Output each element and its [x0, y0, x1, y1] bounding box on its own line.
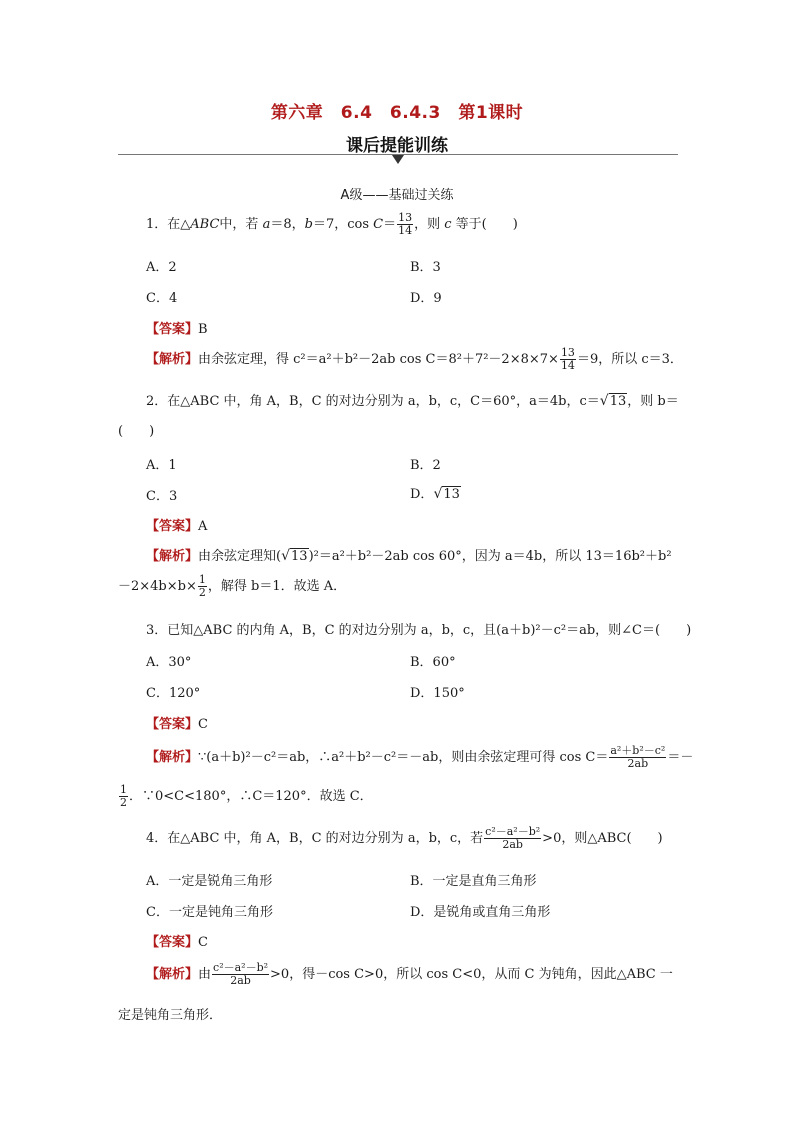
q1-option-c: C．4	[146, 291, 178, 306]
q1-stem: 1．在△ABC中，若 a＝8，b＝7，cos C＝ $\frac{13}{14}$ ，则 c 等于( )	[146, 211, 518, 237]
header-triangle-marker	[392, 155, 404, 164]
q3-stem: 3．已知△ABC 的内角 A，B，C 的对边分别为 a，b，c，且(a＋b)²－c²＝ab，则∠C＝( )	[146, 623, 692, 638]
q3-option-c: C．120°	[146, 686, 201, 701]
q2-option-d: D．√13	[410, 486, 460, 502]
q4-option-a: A．一定是锐角三角形	[146, 874, 273, 889]
q4-stem: 4．在△ABC 中，角 A，B，C 的对边分别为 a，b，c，若 $\frac{\text{c²－a²－b²}}{2ab}$ >0，则△ABC( )	[146, 825, 663, 851]
q2-answer: 【答案】A	[146, 519, 208, 534]
q1-analysis: 【解析】由余弦定理，得 c²＝a²＋b²－2ab cos C＝8²＋7²－2×8×7× $\frac{13}{14}$ ＝9，所以 c＝3．	[146, 346, 683, 372]
q2-analysis-cont: －2×4b×b× $\frac{1}{2}$ ，解得 b＝1．故选 A．	[118, 573, 347, 599]
page-subtitle: 课后提能训练	[346, 136, 448, 156]
q4-option-b: B．一定是直角三角形	[410, 874, 537, 889]
q4-answer: 【答案】C	[146, 935, 208, 950]
q3-analysis: 【解析】∵(a＋b)²－c²＝ab，∴a²＋b²－c²＝－ab，则由余弦定理可得 cos C＝ $\frac{\text{a²＋b²－c²}}{2ab}$ ＝－	[146, 744, 694, 770]
q2-stem: 2．在△ABC 中，角 A，B，C 的对边分别为 a，b，c，C＝60°，a＝4b，c＝√13，则 b＝	[146, 393, 679, 409]
q4-analysis-cont: 定是钝角三角形．	[118, 1008, 223, 1023]
q4-option-d: D．是锐角或直角三角形	[410, 905, 551, 920]
q1-fraction: $\frac{13}{14}$	[398, 211, 413, 237]
page-title: 第六章 6.4 6.4.3 第1课时	[270, 103, 524, 123]
q1-option-d: D．9	[410, 291, 442, 306]
q3-option-d: D．150°	[410, 686, 465, 701]
q2-option-c: C．3	[146, 489, 178, 504]
q1-option-b: B．3	[410, 260, 441, 275]
q3-answer: 【答案】C	[146, 717, 208, 732]
q2-option-b: B．2	[410, 458, 441, 473]
q3-option-b: B．60°	[410, 655, 456, 670]
q3-option-a: A．30°	[146, 655, 192, 670]
q2-analysis: 【解析】由余弦定理知(√13)²＝a²＋b²－2ab cos 60°，因为 a＝4b，所以 13＝16b²＋b²	[146, 548, 672, 564]
q3-analysis-cont: $\frac{1}{2}$ ．∵0<C<180°，∴C＝120°．故选 C．	[120, 783, 373, 809]
q2-option-a: A．1	[146, 458, 177, 473]
q1-answer: 【答案】B	[146, 322, 208, 337]
q2-stem-cont: ( )	[118, 424, 155, 439]
q4-analysis: 【解析】由 $\frac{\text{c²－a²－b²}}{2ab}$ >0，得－cos C>0，所以 cos C<0，从而 C 为钝角，因此△ABC 一	[146, 961, 673, 987]
section-level: A级——基础过关练	[340, 188, 454, 203]
q4-option-c: C．一定是钝角三角形	[146, 905, 273, 920]
q1-option-a: A．2	[146, 260, 177, 275]
